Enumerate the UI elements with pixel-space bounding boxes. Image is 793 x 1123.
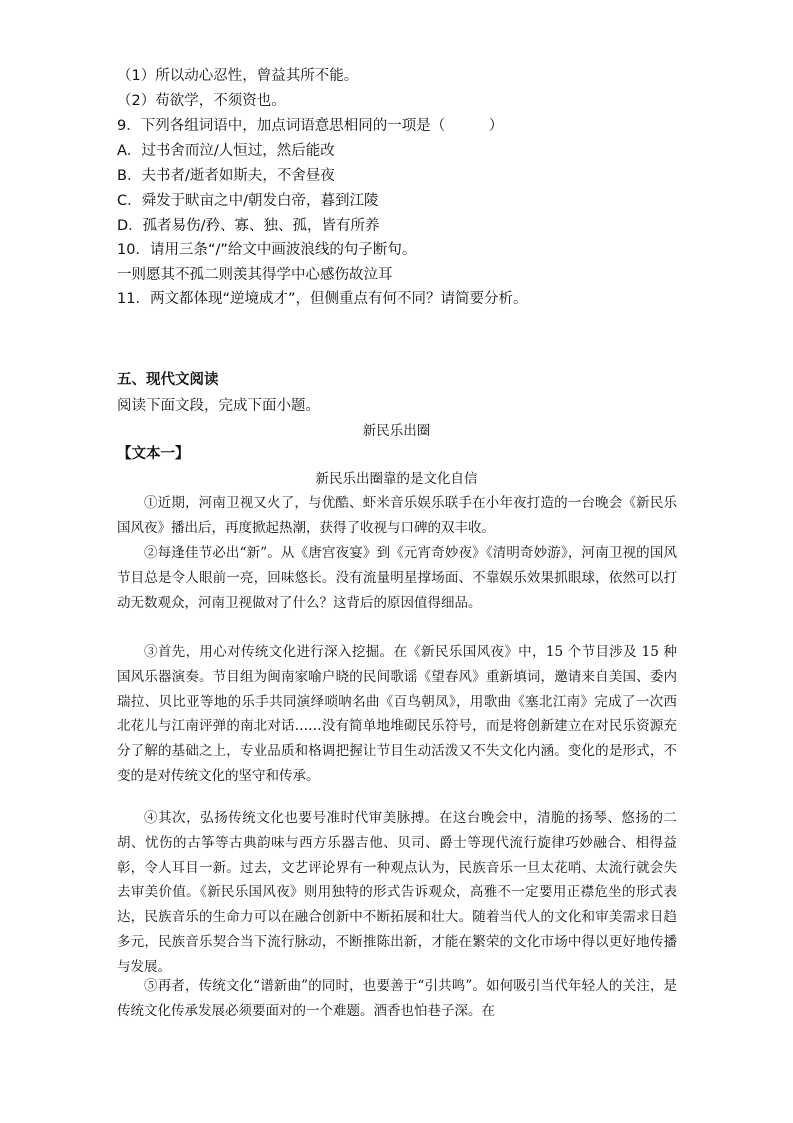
paragraph-2: ②每逢佳节必出“新”。从《唐宫夜宴》到《元宵奇妙夜》《清明奇妙游》，河南卫视的国风节目总是令人眼前一亮，回味悠长。没有流量明星撑场面、不靠娱乐效果抓眼球，依然可以打动无数观众，河南卫视做对了什么？这背后的原因值得细品。 bbox=[117, 545, 677, 611]
question-11-stem: 11．两文都体现“逆境成才”，但侧重点有何不同？请简要分析。 bbox=[117, 291, 528, 307]
question-9-option-b: B．夫书者/逝者如斯夫，不舍昼夜 bbox=[117, 168, 335, 184]
question-8-item-1: （1）所以动心忍性，曾益其所不能。 bbox=[117, 68, 359, 84]
passage-main-title: 新民乐出圈 bbox=[362, 423, 431, 439]
question-9-option-a: A．过书舍而泣/人恒过，然后能改 bbox=[117, 143, 335, 159]
question-8-item-2: （2）苟欲学，不须资也。 bbox=[117, 93, 286, 109]
text-one-label: 【文本一】 bbox=[117, 446, 190, 462]
section-instruction: 阅读下面文段，完成下面小题。 bbox=[117, 398, 320, 414]
paragraph-3: ③首先，用心对传统文化进行深入挖掘。在《新民乐国风夜》中，15 个节目涉及 15 种国风乐器演奏。节目组为闽南家喻户晓的民间歌谣《望春风》重新填词，邀请来自美国、委内瑞拉、贝比亚等地的乐手共同演绎唢呐名曲《百鸟朝凤》，用歌曲《塞北江南》完成了一次西北花儿与江南评弹的南北对话……没有简单地堆砌民乐符号，而是将创新建立在对民乐资源充分了解的基础之上，专业品质和格调把握让节目生动活泼又不失文化内涵。变化的是形式，不变的是对传统文化的坚守和传承。 bbox=[117, 644, 677, 784]
paragraph-1: ①近期，河南卫视又火了，与优酷、虾米音乐娱乐联手在小年夜打造的一台晚会《新民乐国风夜》播出后，再度掀起热潮，获得了收视与口碑的双丰收。 bbox=[117, 495, 677, 536]
section-heading: 五、现代文阅读 bbox=[117, 372, 219, 388]
question-9-option-d: D．孤者易伤/矜、寡、独、孤，皆有所养 bbox=[117, 218, 380, 234]
text-one-title: 新民乐出圈靠的是文化自信 bbox=[315, 471, 478, 487]
question-10-stem: 10．请用三条“/”给文中画波浪线的句子断句。 bbox=[117, 242, 417, 258]
question-10-sentence: 一则愿其不孤二则羡其得学中心感伤故泣耳 bbox=[117, 267, 393, 283]
paragraph-4: ④其次，弘扬传统文化也要号准时代审美脉搏。在这台晚会中，清脆的扬琴、悠扬的二胡、忧伤的古筝等古典韵味与西方乐器吉他、贝司、爵士等现代流行旋律巧妙融合、相得益彰，令人耳目一新。过去，文艺评论界有一种观点认为，民族音乐一旦太花哨、太流行就会失去审美价值。《新民乐国风夜》则用独特的形式告诉观众，高雅不一定要用正襟危坐的形式表达，民族音乐的生命力可以在融合创新中不断拓展和壮大。随着当代人的文化和审美需求日趋多元，民族音乐契合当下流行脉动，不断推陈出新，才能在繁荣的文化市场中得以更好地传播与发展。 bbox=[117, 810, 677, 975]
question-9-option-c: C．舜发于畎亩之中/朝发白帝，暮到江陵 bbox=[117, 193, 379, 209]
paragraph-5: ⑤再者，传统文化“谱新曲”的同时，也要善于“引共鸣”。如何吸引当代年轻人的关注，是传统文化传承发展必须要面对的一个难题。酒香也怕巷子深。在 bbox=[117, 978, 677, 1019]
question-9-stem: 9．下列各组词语中，加点词语意思相同的一项是（ ） bbox=[117, 118, 504, 134]
